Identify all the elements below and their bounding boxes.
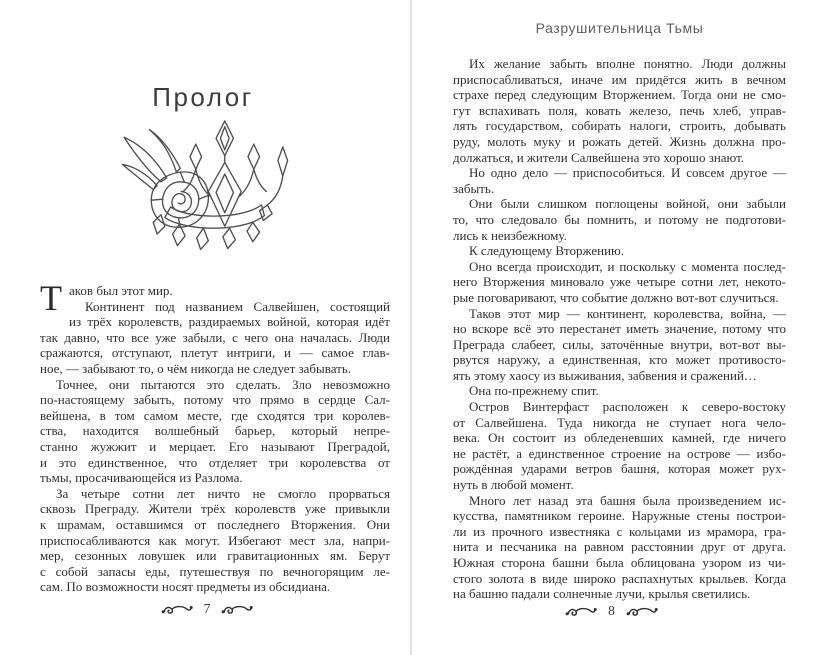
text-line: ное, — забывают то, о чём никогда не следует забывать.: [40, 360, 352, 376]
text-line: Они были слишком поглощены войной, они забыли: [469, 196, 786, 212]
flourish-icon: [221, 603, 253, 616]
page-gutter-divider: [410, 0, 412, 655]
text-line: Преграда слабеет, силы, заточённые внутри, вот-вот вы-: [453, 336, 786, 352]
text-line: на башню падали солнечные лучи, крылья светились.: [453, 586, 751, 602]
text-line: Оно всегда происходит, и поскольку с момента послед-: [469, 258, 786, 274]
text-line: приспосабливаться, иначе им придётся жить в вечном: [453, 71, 786, 87]
chapter-title: Пролог: [152, 82, 254, 112]
flourish-icon: [565, 605, 597, 618]
text-line: стого золота в виде широко распахнутых крыльев. Когда: [453, 570, 786, 586]
text-line: века. Он состоит из обледеневших камней, где ничего: [453, 430, 786, 446]
text-line: гут вспахивать поля, ковать железо, печь хлеб, управ-: [453, 102, 786, 118]
text-line: Таков этот мир — континент, королевства, война, —: [469, 305, 786, 321]
text-line: приспосабливаются как могут. Избегают мест зла, напри-: [40, 532, 390, 548]
text-line: рвутся наружу, а единственная, кто может противосто-: [453, 352, 786, 368]
text-line: Точнее, они пытаются это сделать. Зло невозможно: [56, 376, 390, 392]
paragraph: [453, 399, 786, 493]
text-line: Их желание забыть вполне понятно. Люди должны: [469, 56, 786, 71]
text-line: ли из прочного известняка с кольцами из мрамора, гра-: [453, 523, 786, 539]
text-line: так давно, что все уже забыли, с чего она началась. Люди: [40, 329, 390, 345]
text-line: сквозь Преграду. Жители трёх королевств уже привыкли: [40, 501, 390, 517]
text-line: сам. По возможности носят предметы из обсидиана.: [40, 579, 331, 595]
left-page-body: [40, 278, 390, 595]
text-line: забыть.: [453, 180, 495, 196]
left-page: [40, 0, 390, 655]
flourish-icon: [626, 605, 658, 618]
text-line: станно жужжит и мерцает. Его называют Преградой,: [40, 438, 390, 454]
text-line: с собой запасы еды, путешествуя по вечногорящим ле-: [40, 563, 390, 579]
text-line: тьмы, просачивающейся из Разлома.: [40, 470, 243, 486]
paragraph: [453, 493, 786, 602]
text-line: мер, сезонных ловушек или гравитационных ям. Берут: [40, 548, 390, 564]
text-line: то, что следовало бы помнить, и потому не подготови-: [453, 211, 786, 227]
text-line: рождённая ударами ветров башня, которая может рух-: [453, 461, 786, 477]
page-number: 7: [203, 601, 211, 616]
text-line: рые поговаривают, что событие должно вот-вот случиться.: [453, 289, 779, 305]
text-line: страхе перед следующим Вторжением. Тогда они не смо-: [453, 87, 786, 103]
text-line: и это единственное, что отделяет три королевства от: [40, 454, 390, 470]
paragraph: [40, 299, 390, 377]
left-page-footer: [32, 601, 382, 617]
drop-cap: Т: [40, 278, 62, 318]
right-page: [453, 0, 786, 655]
text-line: вейшена, в том самом месте, где сходятся три королев-: [40, 407, 390, 423]
page-number: 8: [608, 603, 615, 618]
text-line: Много лет назад эта башня была произведением ис-: [469, 492, 786, 508]
paragraph: [453, 56, 786, 165]
right-page-body: [453, 56, 786, 602]
text-line: Остров Винтерфаст расположен к северо-востоку: [469, 399, 786, 415]
text-line: к шрамам, оставшимся от последнего Вторжения. Они: [40, 516, 390, 532]
flourish-icon: [161, 603, 193, 616]
text-line: Южная сторона башни была облицована узором из чи-: [453, 555, 786, 570]
paragraph: [453, 306, 786, 384]
text-line: лись к неизбежному.: [453, 227, 567, 243]
text-line: кусства, памятником героине. Наружные стены построи-: [453, 508, 786, 524]
text-line: руду, молоть муку и рожать детей. Жизнь должна про-: [453, 133, 786, 149]
text-line: Она по-прежнему спит.: [469, 383, 599, 399]
text-line: должаться, и жители Салвейшена это хорошо знают.: [453, 149, 745, 165]
text-line: Но одно дело — приспособиться. И совсем другое —: [469, 165, 786, 181]
text-line: не растёт, а единственное строение на острове — избо-: [453, 445, 786, 461]
text-line: ства, находится волшебный барьер, который непре-: [40, 423, 390, 439]
running-head: Разрушительница Тьмы: [535, 20, 704, 36]
paragraph: [453, 196, 786, 243]
paragraph: [453, 165, 786, 196]
text-line: из трёх королевств, раздираемых войной, которая идёт: [69, 314, 390, 330]
paragraph: [40, 486, 390, 595]
text-line: нита и песчаника на равном расстоянии друг от друга.: [453, 539, 786, 555]
text-line: нуть в любой момент.: [453, 477, 574, 493]
text-line: За четыре сотни лет ничто не смогло прорваться: [56, 485, 390, 501]
chapter-illustration: [28, 118, 378, 263]
text-line: Континент под названием Салвейшен, состоящий: [85, 298, 390, 314]
text-line: него Вторжения миновало уже четыре сотни лет, некото-: [453, 274, 786, 290]
text-line: по-настоящему забыть, потому что прямо в сердце Сал-: [40, 392, 390, 408]
text-line: от Салвейшена. Туда никогда не ступает нога чело-: [453, 414, 786, 430]
text-line: сражаются, отступают, плетут интриги, и — самое глав-: [40, 345, 390, 361]
paragraph: [40, 377, 390, 486]
text-line: лять государством, собирать налоги, строить, добывать: [453, 118, 786, 134]
text-line: К следующему Вторжению.: [469, 243, 624, 259]
crown-rose-illustration: [106, 118, 301, 263]
paragraph: [453, 259, 786, 306]
text-line: но вскоре всё это перестанет иметь значение, потому что: [453, 321, 786, 337]
right-page-footer: [445, 603, 778, 619]
paragraph: [453, 243, 786, 259]
text-line: ять этому хаосу из выживания, забвения и сражений…: [453, 367, 757, 383]
paragraph: [453, 383, 786, 399]
text-line: аков был этот мир.: [69, 283, 173, 298]
